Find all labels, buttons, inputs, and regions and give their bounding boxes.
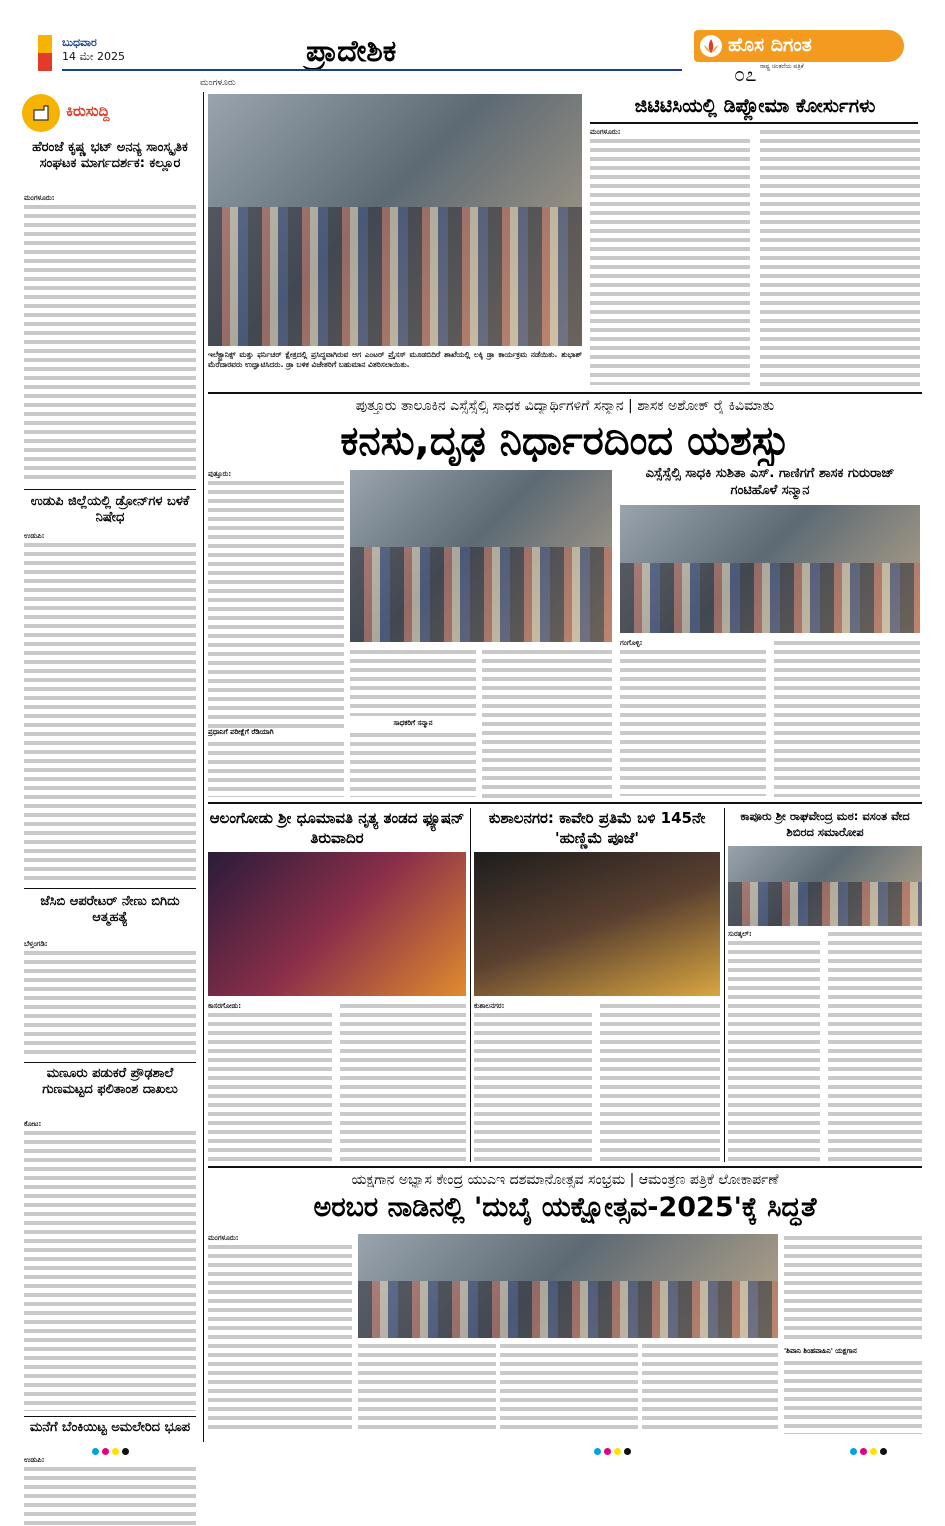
kirusuddi-column xyxy=(20,92,200,1464)
lead-subhead: ಸಾಧಕರಿಗೆ ಸನ್ಮಾನ xyxy=(393,719,433,727)
diploma-headline: ಜಿಟಿಟಿಸಿಯಲ್ಲಿ ಡಿಪ್ಲೋಮಾ ಕೋರ್ಸುಗಳು xyxy=(634,95,876,117)
registration-marks-left xyxy=(92,1440,132,1459)
brief-place: ಉಡುಪಿ: xyxy=(24,1456,45,1464)
lead-body xyxy=(208,470,344,798)
story-text-placeholder xyxy=(358,1342,496,1434)
story-text-placeholder xyxy=(500,1342,638,1434)
column-divider xyxy=(724,808,725,1162)
brief-body xyxy=(24,1456,196,1526)
pooja-photo xyxy=(474,852,720,996)
kapu-body-col2 xyxy=(828,930,922,1162)
paper-tagline: ರಾಷ್ಟ್ರ ಚಿಂತನೆಯ ಪತ್ರಿಕೆ xyxy=(760,63,804,70)
alangodu-body xyxy=(208,1002,332,1162)
diploma-body xyxy=(590,128,750,386)
photo-caption: ಇಲೆಕ್ಟ್ರಾನಿಕ್ಸ್ ಮತ್ತು ಫರ್ನಿಚರ್ ಕ್ಷೇತ್ರದಲ್ಲಿ ಪ್ರಸಿದ್ಧವಾಗಿರುವ ಆಗ ಎಂಟರ್ ಪ್ರೈಸಸ್ ಮೂಡಬಿದಿರೆ ಶಾಖೆಯಲ್ಲಿ ಲಕ್ಕಿ ಡ್ರಾ ಕಾರ್ಯಕ್ರಮ ನಡೆಯಿತು. ಶುಭಾಶ್ ಮೆರೆದಾರವರು ಉದ್ಘಾಟಿಸಿದರು. ಡ್ರಾ ಬಳಿಕ ವಿಜೇತರಿಗೆ ಬಹುಮಾನ ವಿತರಿಸಲಾಯಿತು. xyxy=(208,350,582,369)
sslc-photo xyxy=(620,505,920,633)
story-text-placeholder xyxy=(828,930,922,1162)
kushalnagar-body-col2 xyxy=(600,1002,720,1162)
story-text-placeholder xyxy=(774,639,920,797)
brief-place: ಕೋಟ: xyxy=(24,1120,42,1128)
story-place: ಮಂಗಳೂರು: xyxy=(208,1234,239,1242)
story-text-placeholder xyxy=(590,137,750,385)
story-text-placeholder xyxy=(474,1011,592,1161)
edition-city: ಮಂಗಳೂರು xyxy=(200,78,236,88)
diploma-body-col2 xyxy=(760,128,920,386)
dance-photo xyxy=(208,852,466,996)
masthead xyxy=(0,0,945,90)
bottom-kicker: ಯಕ್ಷಗಾನ ಅಭ್ಯಾಸ ಕೇಂದ್ರ ಯುಎಇ ದಶಮಾನೋತ್ಸವ ಸಂಭ್ರಮ | ಆಮಂತ್ರಣ ಪತ್ರಿಕೆ ಲೋಕಾರ್ಪಣೆ xyxy=(351,1172,779,1188)
sslc-body xyxy=(620,639,766,797)
kapu-body xyxy=(728,930,820,1162)
date-day: ಬುಧವಾರ xyxy=(62,36,97,49)
sslc-headline: ಎಸ್ಸೆಸ್ಸೆಲ್ಸಿ ಸಾಧಕಿ ಸುಶಿತಾ ಎಸ್. ಗಾಣಿಗಗೆ ಶಾಸಕ ಗುರುರಾಜ್ ಗಂಟಿಹೊಳೆ ಸನ್ಮಾನ xyxy=(645,466,895,498)
brief-place: ಬೆಳ್ತಂಗಡಿ: xyxy=(24,940,48,948)
showroom-photo xyxy=(208,94,582,346)
story-text-placeholder xyxy=(350,648,476,716)
brief-body xyxy=(24,940,196,1058)
divider xyxy=(590,122,918,124)
bottom-body-col4 xyxy=(642,1342,778,1434)
date-line: 14 ಮೇ 2025 xyxy=(62,50,126,63)
registration-marks-center xyxy=(594,1440,634,1459)
story-text-placeholder xyxy=(620,648,766,796)
brief-place: ಉಡುಪಿ: xyxy=(24,532,45,540)
brief-headline: ಮನೆಗೆ ಬೆಂಕಿಯಿಟ್ಟ ಅಮಲೇರಿದ ಭೂಪ xyxy=(29,1420,191,1435)
story-text-placeholder xyxy=(600,1002,720,1162)
brief-text-placeholder xyxy=(24,203,196,483)
brief-headline: ಜೆಸಿಬಿ ಆಪರೇಟರ್ ನೇಣು ಬಿಗಿದು ಆತ್ಮಹತ್ಯೆ xyxy=(40,894,180,925)
divider xyxy=(208,802,922,804)
story-place: ಪುತ್ತೂರು: xyxy=(208,470,232,478)
story-place: ಸುರತ್ಕಲ್: xyxy=(728,930,752,938)
masthead-rule xyxy=(62,69,682,71)
story-text-placeholder xyxy=(208,1243,352,1433)
kirusuddi-header xyxy=(22,94,172,134)
brief-body xyxy=(24,532,196,882)
bottom-headline: ಅರಬರ ನಾಡಿನಲ್ಲಿ 'ದುಬೈ ಯಕ್ಷೋತ್ಸವ-2025'ಕ್ಕೆ ಸಿದ್ಧತೆ xyxy=(313,1192,817,1223)
color-bar-left xyxy=(38,35,52,71)
divider xyxy=(24,489,196,490)
paper-name: ಹೊಸ ದಿಗಂತ xyxy=(728,34,812,56)
brief-body xyxy=(24,1120,196,1412)
story-text-placeholder xyxy=(340,1002,466,1162)
kushalnagar-body xyxy=(474,1002,592,1162)
story-text-placeholder xyxy=(784,1359,922,1434)
lead-headline: ಕನಸು,ದೃಢ ನಿರ್ಧಾರದಿಂದ ಯಶಸ್ಸು xyxy=(340,418,790,464)
column-divider xyxy=(470,808,471,1162)
sslc-box xyxy=(618,465,922,799)
lead-subhead-2: ಪ್ರಧಾನಿಗೆ ಪರೀಕ್ಷೆಗೆ ರೆಡಿಯಾಗಿ xyxy=(208,728,344,737)
story-text-placeholder xyxy=(760,128,920,386)
kirusuddi-label: ಕಿರುಸುದ್ದಿ xyxy=(66,102,110,120)
brief-text-placeholder xyxy=(24,1465,196,1525)
brief-place: ಮಂಗಳೂರು: xyxy=(24,194,55,202)
story-text-placeholder xyxy=(482,648,612,798)
divider xyxy=(24,1062,196,1063)
kushalnagar-headline: ಕುಶಾಲನಗರ: ಕಾವೇರಿ ಪ್ರತಿಮೆ ಬಳಿ 145ನೇ 'ಹುಣ್ಣಿಮೆ ಪೂಜೆ' xyxy=(488,809,706,847)
bottom-body-col2 xyxy=(358,1342,496,1434)
story-text-placeholder xyxy=(784,1234,922,1344)
invitation-release-photo xyxy=(358,1234,778,1338)
brief-body xyxy=(24,194,196,484)
paper-logo xyxy=(694,30,904,62)
brief-headline: ಹೆರಂಜೆ ಕೃಷ್ಣ ಭಟ್ ಅನನ್ಯ ಸಾಂಸ್ಕೃತಿಕ ಸಂಘಟಕ ಮಾರ್ಗದರ್ಶಕ: ಕಲ್ಲೂರ xyxy=(32,140,188,171)
story-text-placeholder xyxy=(350,731,476,797)
story-place: ಗಂಗೊಳ್ಳಿ: xyxy=(620,639,643,647)
brief-headline: ಮಣೂರು ಪಡುಕರೆ ಪ್ರೌಢಶಾಲೆ ಗುಣಮಟ್ಟದ ಫಲಿತಾಂಶ ದಾಖಲು xyxy=(42,1066,178,1097)
lead-body-col3 xyxy=(482,648,612,798)
alangodu-headline: ಆಲಂಗೋಡು ಶ್ರೀ ಧೂಮಾವತಿ ನೃತ್ಯ ತಂಡದ ಫ್ಯೂಷನ್ ತಿರುವಾದಿರ xyxy=(209,809,465,847)
page-number: ೦೭ xyxy=(734,62,757,86)
divider xyxy=(208,1166,922,1168)
lotus-icon xyxy=(700,35,722,57)
vedic-camp-photo xyxy=(728,846,922,926)
story-place: ಮಂಗಳೂರು: xyxy=(590,128,621,136)
kapu-headline: ಕಾಪೂರು ಶ್ರೀ ರಾಘವೇಂದ್ರ ಮಠ: ವಸಂತ ವೇದ ಶಿಬಿರದ ಸಮಾರೋಪ xyxy=(740,809,910,839)
lead-body-col2 xyxy=(350,648,476,798)
alangodu-body-col2 xyxy=(340,1002,466,1162)
brief-text-placeholder xyxy=(24,949,196,1057)
bottom-body-col3 xyxy=(500,1342,638,1434)
brief-text-placeholder xyxy=(24,541,196,881)
bottom-body xyxy=(208,1234,352,1434)
bottom-body-col5 xyxy=(784,1234,922,1434)
brief-text-placeholder xyxy=(24,1129,196,1411)
pointing-hand-icon xyxy=(22,94,60,132)
lead-kicker: ಪುತ್ತೂರು ತಾಲೂಕಿನ ಎಸ್ಸೆಸ್ಸೆಲ್ಸಿ ಸಾಧಕ ವಿದ್ಯಾರ್ಥಿಗಳಿಗೆ ಸನ್ಮಾನ | ಶಾಸಕ ಅಶೋಕ್ ರೈ ಕಿವಿಮಾತು xyxy=(355,398,775,414)
story-text-placeholder xyxy=(642,1342,778,1434)
column-divider xyxy=(203,92,204,1442)
felicitation-photo xyxy=(350,470,612,642)
registration-marks-right xyxy=(850,1440,890,1459)
story-text-placeholder xyxy=(208,1011,332,1161)
sslc-body-col2 xyxy=(774,639,920,797)
divider xyxy=(24,1416,196,1417)
brief-headline: ಉಡುಪಿ ಜಿಲ್ಲೆಯಲ್ಲಿ ಡ್ರೋನ್‌ಗಳ ಬಳಕೆ ನಿಷೇಧ xyxy=(30,494,190,525)
divider xyxy=(208,392,922,394)
story-place: ಕುಶಾಲನಗರ: xyxy=(474,1002,505,1010)
story-place: ಕಾಸರಗೋಡು: xyxy=(208,1002,242,1010)
story-text-placeholder xyxy=(208,479,344,797)
story-text-placeholder xyxy=(728,939,820,1161)
divider xyxy=(24,888,196,889)
bottom-subhead: 'ಶಿವಾನಿ ಶಿಂಹವಾಹಿನಿ' ಯಕ್ಷಗಾನ xyxy=(784,1347,857,1355)
section-title: ಪ್ರಾದೇಶಿಕ xyxy=(306,34,397,69)
